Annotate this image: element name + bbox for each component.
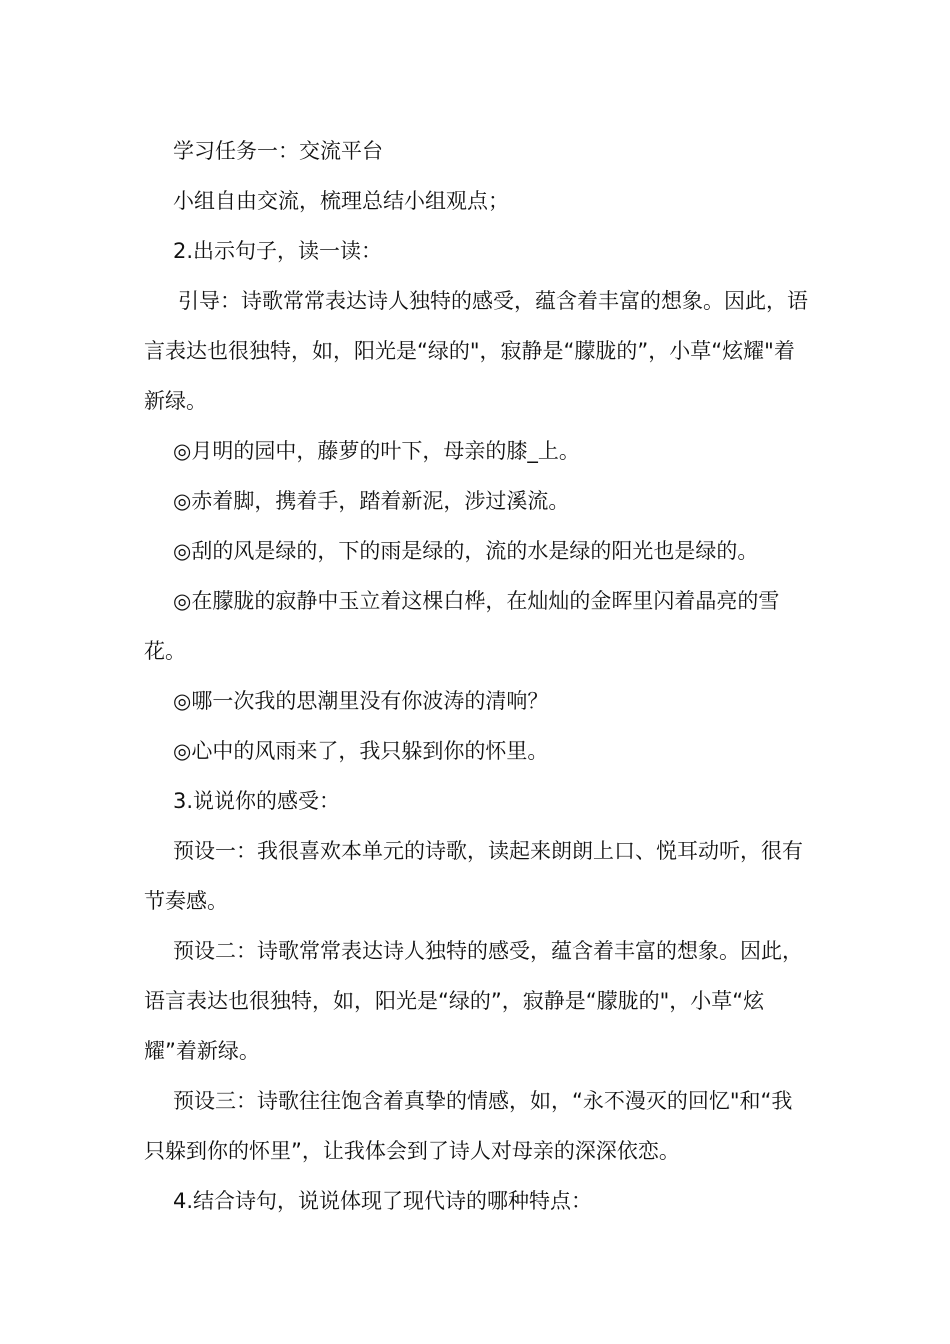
quote-line-6: ◎心中的风雨来了，我只躲到你的怀里。	[173, 739, 549, 763]
paragraph-group-discussion: 小组自由交流，梳理总结小组观点；	[173, 189, 509, 213]
paragraph-guidance: 引导：诗歌常常表达诗人独特的感受，蕴含着丰富的想象。因此，语言表达也很独特，如，阳光是“绿的"，寂静是“朦胧的”，小草“炫耀"着新绿。	[144, 289, 808, 413]
quote-line-5: ◎哪一次我的思潮里没有你波涛的清响？	[173, 689, 549, 713]
quote-line-2: ◎赤着脚，携着手，踏着新泥，涉过溪流。	[173, 489, 570, 513]
quote-line-4: ◎在朦胧的寂静中玉立着这棵白桦，在灿灿的金晖里闪着晶亮的雪花。	[144, 589, 780, 663]
paragraph-step-4: 4.结合诗句，说说体现了现代诗的哪种特点：	[173, 1189, 593, 1213]
task-heading: 学习任务一：交流平台	[173, 139, 383, 163]
preset-three: 预设三：诗歌往往饱含着真挚的情感，如，“永不漫灭的回忆"和“我只躲到你的怀里”，让我体会到了诗人对母亲的深深依恋。	[144, 1089, 793, 1163]
paragraph-step-3: 3.说说你的感受：	[173, 789, 341, 813]
quote-line-3: ◎刮的风是绿的，下的雨是绿的，流的水是绿的阳光也是绿的。	[173, 539, 759, 563]
preset-one: 预设一：我很喜欢本单元的诗歌，读起来朗朗上口、悦耳动听，很有节奏感。	[144, 839, 803, 913]
document-body	[144, 126, 808, 1226]
preset-two: 预设二：诗歌常常表达诗人独特的感受，蕴含着丰富的想象。因此，语言表达也很独特，如，阳光是“绿的”，寂静是“朦胧的"，小草“炫耀”着新绿。	[144, 939, 803, 1063]
quote-line-1: ◎月明的园中，藤萝的叶下，母亲的膝_上。	[173, 439, 580, 463]
paragraph-step-2: 2.出示句子，读一读：	[173, 239, 383, 263]
